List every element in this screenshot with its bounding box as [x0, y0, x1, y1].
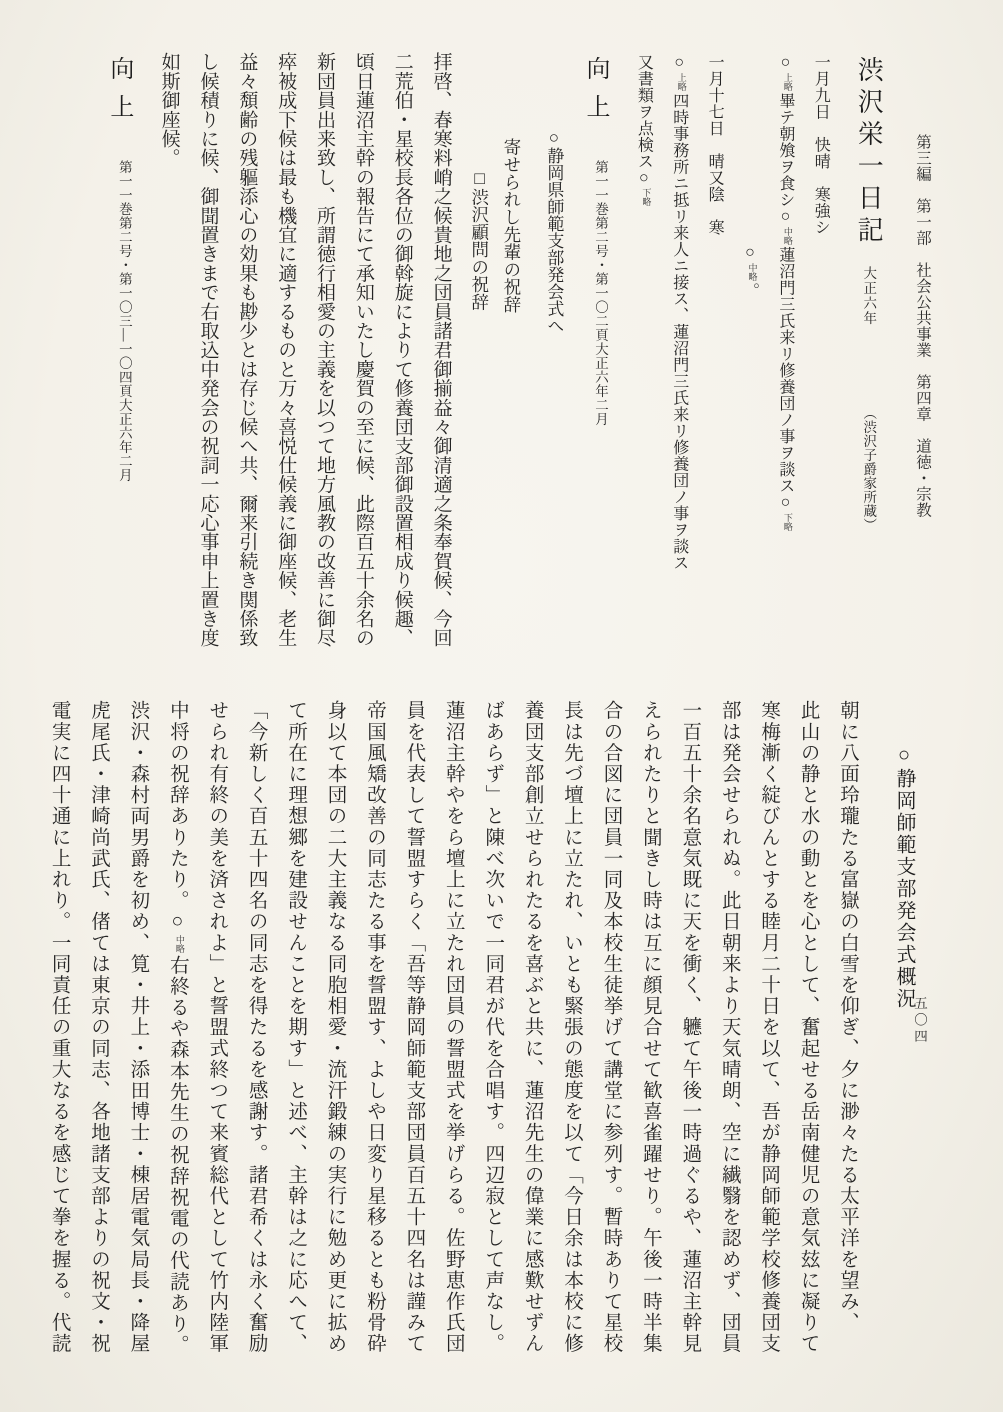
text-column: 養団支部創立せられたるを喜ぶと共に、蓮沼先生の偉業に感歎せずん: [521, 700, 543, 1355]
omission-mark: ○: [166, 911, 188, 934]
omission-mark: ○: [635, 169, 653, 187]
omission-mark: ○: [776, 494, 794, 512]
omission-note: 中略: [174, 934, 185, 953]
diary-text: 畢テ朝飧ヲ食シ: [776, 92, 794, 208]
text-column: 渋沢・森村両男爵を初め、筧・井上・添田博士・棟居電気局長・降屋: [127, 700, 149, 1355]
omission-mark: ○: [741, 244, 759, 262]
text-column: 員を代表して誓盟すらく「吾等静岡師範支部団員百五十四名は謹みて: [403, 700, 425, 1355]
section-heading: 向上: [105, 56, 132, 132]
citation-block: [587, 160, 609, 426]
text-column: 部は発会せられぬ。此日朝来より天気晴朗、空に繊翳を認めず、団員: [718, 700, 740, 1355]
text-column: 身以て本団の二大主義なる同胞相愛・流汗鍛練の実行に勉め更に拡め: [324, 700, 346, 1355]
letter-body: [158, 52, 452, 652]
citation-date: 大正六年二月: [592, 342, 608, 426]
citation-date: 大正六年二月: [116, 398, 132, 482]
report-body-part1: [205, 700, 858, 1362]
page-number: 五〇四: [912, 996, 927, 1046]
text-column: 帝国風矯改善の同志たる事を誓盟す、よしや日変り星移るとも粉骨砕: [363, 700, 385, 1355]
diary-section: [87, 52, 931, 652]
text-column: し候積りに候、御聞置きまで右取込中発会の祝詞一応心事申上置き度: [197, 52, 219, 648]
text-column: 長は先づ壇上に立たれ、いとも緊張の態度を以て「今日余は本校に修: [561, 700, 583, 1355]
diary-entry1-date: 一月九日 快晴 寒強シ: [812, 54, 830, 236]
text-column: 如斯御座候。: [158, 52, 180, 168]
citation-volume: 第一一巻第二号・第一〇二頁: [592, 160, 608, 342]
diary-text: 。: [741, 282, 759, 299]
report-body-part2: [47, 700, 148, 1362]
text-column: 新団員出来致し、所謂徳行相愛の主義を以つて地方風教の改善に御尽: [314, 52, 336, 648]
text-column: 虎尾氏・津崎尚武氏、偖ては東京の同志、各地諸支部よりの祝文・祝: [87, 700, 109, 1355]
diary-text: 四時事務所ニ抵リ来人ニ接ス、蓮沼門三氏来リ修養団ノ事ヲ談ス: [670, 92, 688, 571]
text-column: 蓮沼主幹やをら壇上に立たれ団員の誓盟式を挙げらる。佐野恵作氏団: [442, 700, 464, 1355]
report-section: [30, 700, 915, 1362]
diary-entry2-text: [669, 52, 687, 652]
running-header: 第三編 第一部 社会公共事業 第四章 道徳・宗教: [914, 134, 931, 518]
text-column: 合の合図に団員一同及本校生徒挙げて講堂に参列す。暫時ありて星校: [600, 700, 622, 1355]
omission-mark: ○: [776, 54, 794, 72]
kojo-heading-block-1: [580, 52, 608, 652]
report-line-with-omission: [165, 700, 187, 1362]
omission-note: 上略: [676, 72, 687, 91]
citation-volume: 第一一巻第二号・第一〇三―一〇四頁: [116, 160, 132, 398]
omission-note: 中略: [782, 226, 793, 245]
omission-mark: ○: [670, 54, 688, 72]
text-column: せられ有終の美を済されよ」と誓盟式終つて来賓総代として竹内陸軍: [206, 700, 228, 1355]
text-column: 此山の静と水の動とを心として、奮起せる岳南健児の意気玆に凝りて: [797, 700, 819, 1355]
text-column: 頃日蓮沼主幹の報告にて承知いたし慶賀の至に候、此際百五十余名の: [352, 52, 374, 648]
omission-note: 上略: [782, 72, 793, 91]
diary-entry2-text-cont: [634, 52, 652, 652]
article-subheading: ○静岡県師範支部発会式へ: [544, 128, 564, 334]
section-heading: 向上: [581, 56, 608, 132]
text-column: 寒梅漸く綻びんとする睦月二十日を以て、吾が静岡師範学校修養団支: [758, 700, 780, 1355]
omission-mark: ○: [776, 208, 794, 226]
report-heading: ○静岡師範支部発会式概況: [893, 744, 915, 1010]
text-column: 電実に四十通に上れり。一同責任の重大なるを感じて拳を握る。代読: [48, 700, 70, 1355]
text-column: ばあらず」と陳べ次いで一同君が代を合唱す。四辺寂として声なし。: [482, 700, 504, 1355]
body-text: 中将の祝辞ありたり。: [166, 700, 188, 911]
era-label: 大正六年: [861, 266, 877, 326]
text-column: て所在に理想郷を建設せんことを期す」と述べ、主幹は之に応へて、: [285, 700, 307, 1355]
citation-block: [111, 160, 133, 482]
text-column: 瘁被成下候は最も機宜に適するものと万々喜悦仕候義に御座候、老生: [275, 52, 297, 648]
diary-entry1-omission: [740, 52, 758, 652]
text-column: 益々頽齢の残軀添心の効果も尠少とは存じ候へ共、爾来引続き関係致: [236, 52, 258, 648]
text-column: 一百五十余名意気既に天を衝く、軈て午後一時過ぐるや、蓮沼主幹見: [679, 700, 701, 1355]
body-text: 右終るや森本先生の祝辞祝電の代読あり。: [166, 954, 188, 1356]
text-column: 二荒伯・星校長各位の御斡旋によりて修養団支部御設置相成り候趣、: [391, 52, 413, 648]
text-column: 「今新しく百五十四名の同志を得たるを感謝す。諸君希くは永く奮励: [245, 700, 267, 1355]
text-column: 朝に八面玲瓏たる富嶽の白雪を仰ぎ、夕に渺々たる太平洋を望み、: [837, 700, 858, 1333]
kojo-heading-block-2: [104, 52, 132, 652]
diary-text: 又書類ヲ点検ス: [635, 54, 653, 170]
article-subtitle: 寄せられし先輩の祝辞: [501, 138, 522, 313]
book-title: 渋沢栄一日記: [854, 56, 884, 248]
omission-note: 下略: [782, 512, 793, 531]
source-label: （渋沢子爵家所蔵）: [861, 406, 877, 532]
diary-entry2-date: 一月十七日 晴又陰 寒: [706, 54, 724, 236]
diary-text: 蓮沼門三氏来リ修養団ノ事ヲ談ス: [776, 246, 794, 494]
item-heading: □渋沢顧問の祝辞: [469, 168, 490, 311]
text-column: 拝啓、春寒料峭之候貴地之団員諸君御揃益々御清適之条奉賀候、今回: [430, 52, 452, 648]
omission-note: 下略: [641, 188, 652, 206]
omission-note: 中略: [747, 262, 758, 281]
book-title-column: [853, 52, 883, 652]
diary-entry1-text: [776, 52, 794, 652]
text-column: えられたりと聞きし時は互に顔見合せて歓喜雀躍せり。午後一時半集: [639, 700, 661, 1355]
